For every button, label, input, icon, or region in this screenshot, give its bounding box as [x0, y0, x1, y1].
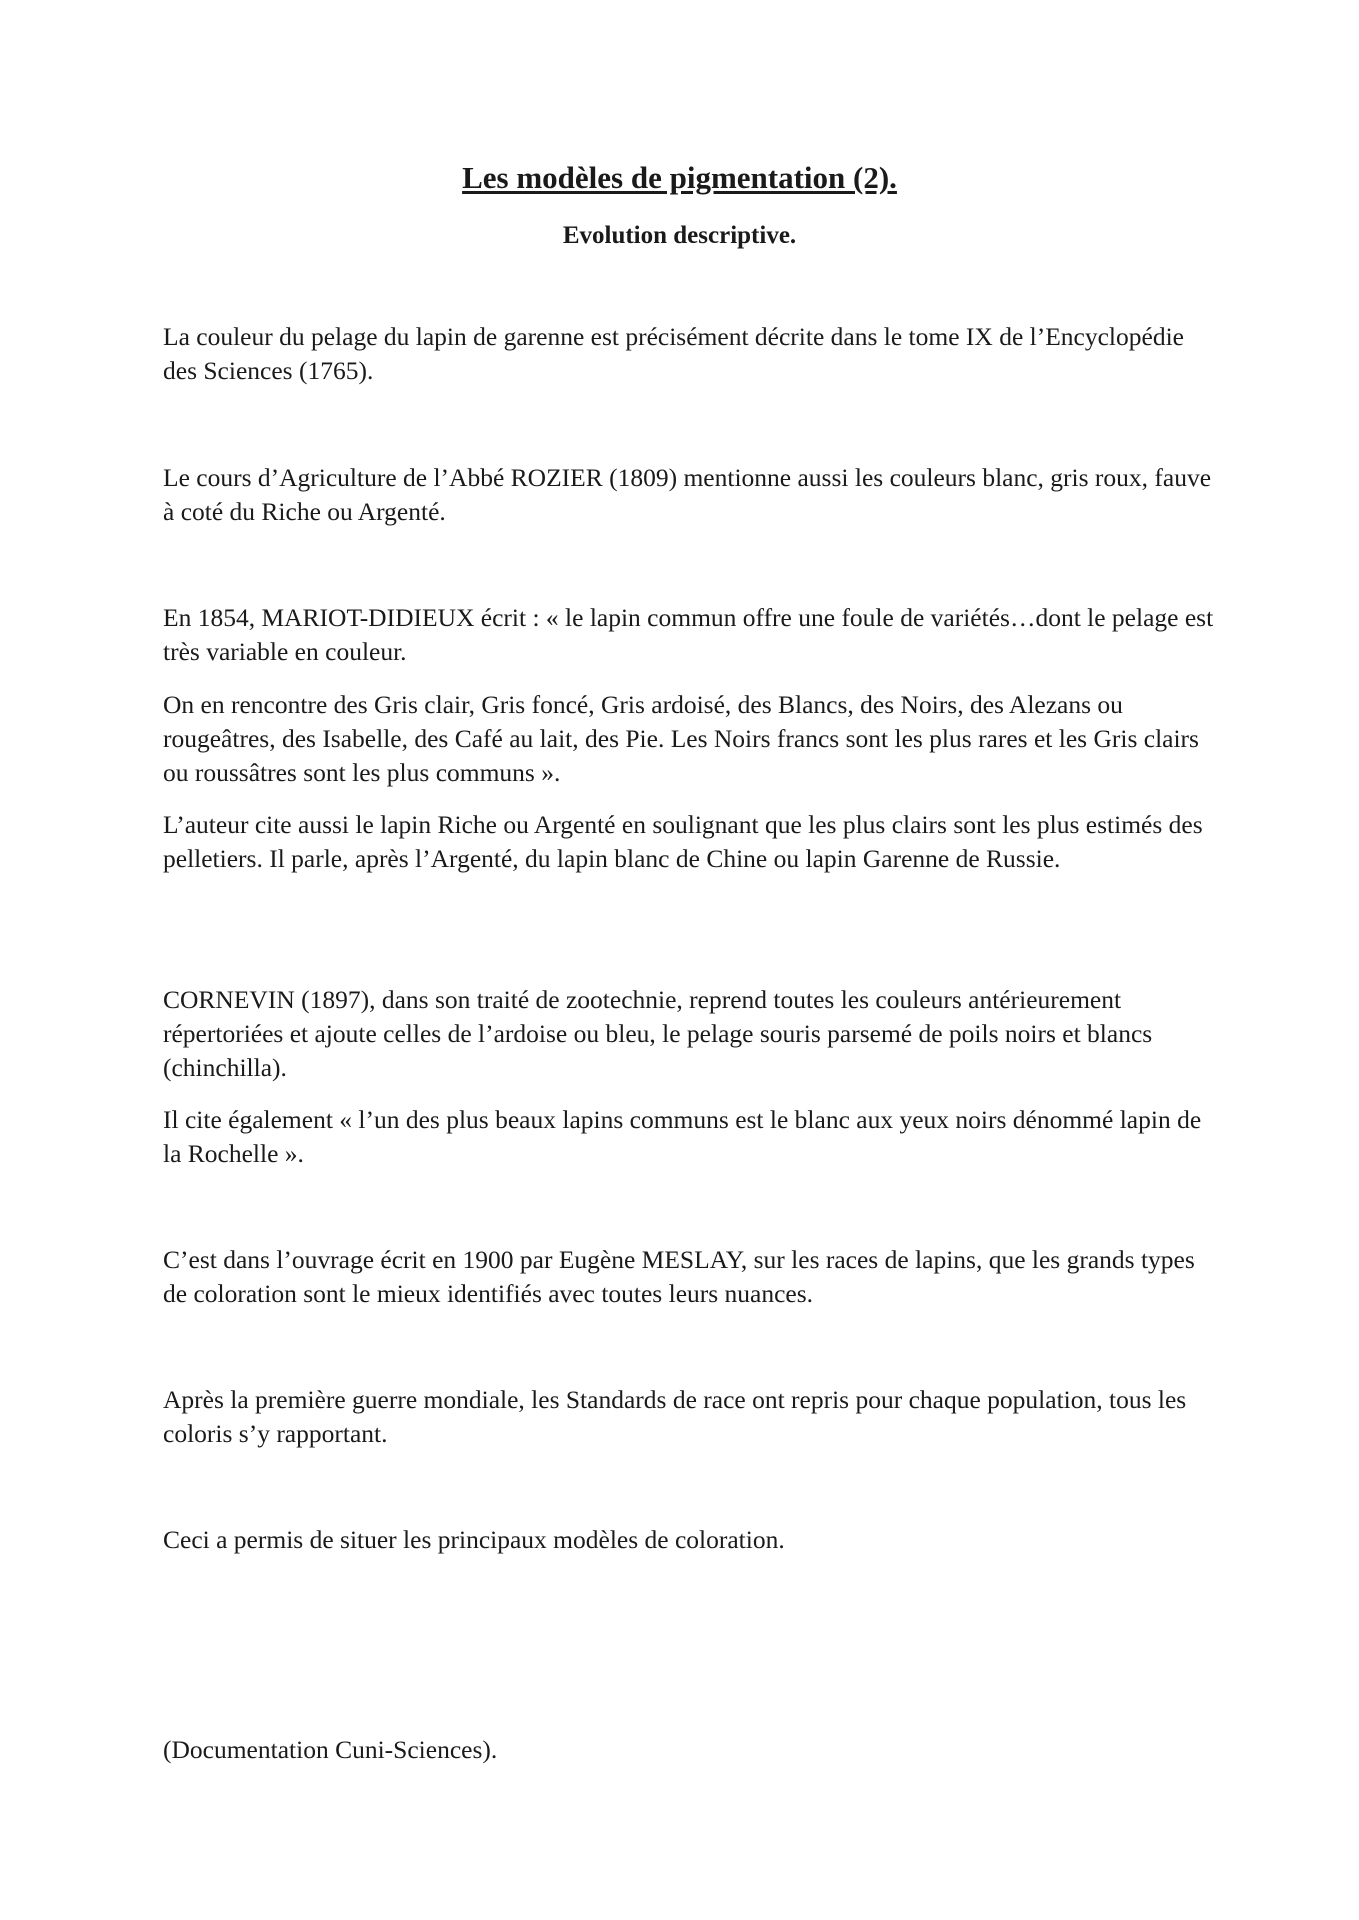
- paragraph-rochelle: Il cite également « l’un des plus beaux lapins communs est le blanc aux yeux noirs dénommé lapin de la Rochelle ».: [163, 1105, 1202, 1168]
- paragraph-encyclopedie: La couleur du pelage du lapin de garenne est précisément décrite dans le tome IX de l’Encyclopédie des Sciences (1765).: [163, 322, 1184, 385]
- paragraph-standards: Après la première guerre mondiale, les Standards de race ont repris pour chaque population, tous les coloris s’y rapportant.: [163, 1385, 1187, 1448]
- page-subtitle: Evolution descriptive.: [562, 222, 797, 249]
- paragraph-cornevin: CORNEVIN (1897), dans son traité de zootechnie, reprend toutes les couleurs antérieurement répertoriées et ajoute celles de l’ardoise ou bleu, le pelage souris parsemé de poils noirs et blancs (chinchilla).: [163, 985, 1153, 1082]
- paragraph-varietes: On en rencontre des Gris clair, Gris foncé, Gris ardoisé, des Blancs, des Noirs, des Alezans ou rougeâtres, des Isabelle, des Café au lait, des Pie. Les Noirs francs sont les plus rares et les Gris clairs ou roussâtres sont les plus communs ».: [163, 690, 1199, 787]
- paragraph-rozier: Le cours d’Agriculture de l’Abbé ROZIER (1809) mentionne aussi les couleurs blanc, gris roux, fauve à coté du Riche ou Argenté.: [163, 463, 1212, 526]
- paragraph-source: (Documentation Cuni-Sciences).: [163, 1735, 498, 1764]
- paragraph-mariot-didieux: En 1854, MARIOT-DIDIEUX écrit : « le lapin commun offre une foule de variétés…dont le pelage est très variable en couleur.: [163, 603, 1214, 666]
- paragraph-meslay: C’est dans l’ouvrage écrit en 1900 par Eugène MESLAY, sur les races de lapins, que les grands types de coloration sont le mieux identifiés avec toutes leurs nuances.: [163, 1245, 1195, 1308]
- paragraph-modeles: Ceci a permis de situer les principaux modèles de coloration.: [163, 1525, 785, 1554]
- page-title: Les modèles de pigmentation (2).: [462, 160, 897, 195]
- paragraph-argente: L’auteur cite aussi le lapin Riche ou Argenté en soulignant que les plus clairs sont les plus estimés des pelletiers. Il parle, après l’Argenté, du lapin blanc de Chine ou lapin Garenne de Russie.: [163, 810, 1203, 873]
